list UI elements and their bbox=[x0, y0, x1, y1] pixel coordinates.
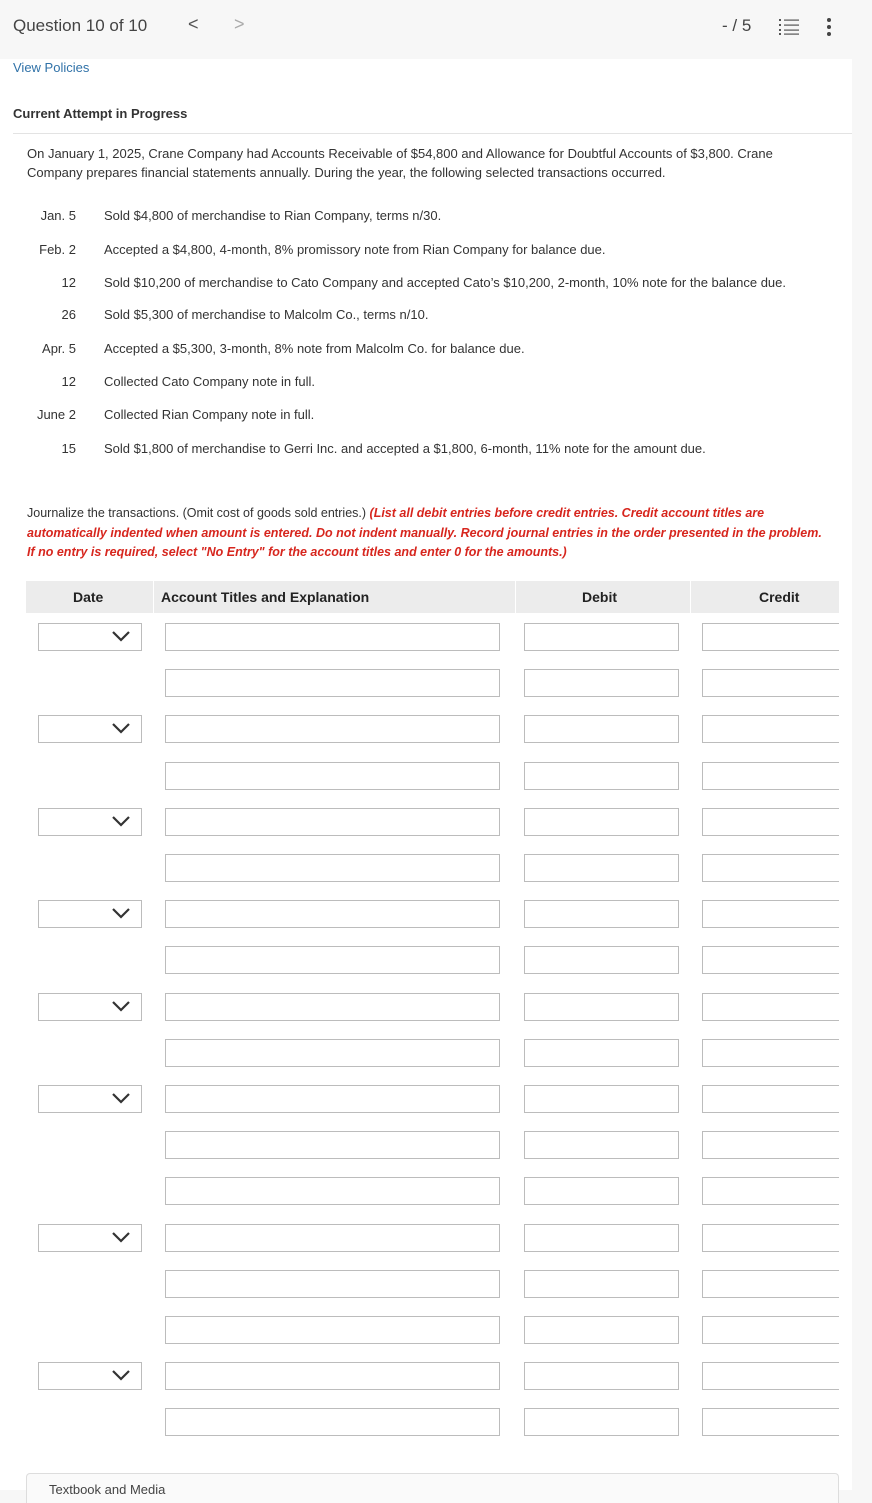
account-title-input[interactable] bbox=[165, 1039, 500, 1067]
debit-input[interactable] bbox=[524, 1039, 679, 1067]
chevron-down-icon bbox=[111, 1230, 131, 1244]
credit-input[interactable] bbox=[702, 1316, 839, 1344]
debit-input[interactable] bbox=[524, 1177, 679, 1205]
debit-input[interactable] bbox=[524, 1085, 679, 1113]
date-select[interactable] bbox=[38, 1085, 142, 1113]
credit-input[interactable] bbox=[702, 715, 839, 743]
transaction-description: Sold $4,800 of merchandise to Rian Company, terms n/30. bbox=[104, 208, 442, 223]
debit-input[interactable] bbox=[524, 762, 679, 790]
debit-input[interactable] bbox=[524, 854, 679, 882]
account-title-input[interactable] bbox=[165, 1408, 500, 1436]
transaction-date: 15 bbox=[61, 441, 76, 456]
credit-input[interactable] bbox=[702, 1362, 839, 1390]
account-title-input[interactable] bbox=[165, 1177, 500, 1205]
transaction-date: 12 bbox=[61, 374, 76, 389]
credit-input[interactable] bbox=[702, 1224, 839, 1252]
transaction-date: 12 bbox=[61, 275, 76, 290]
credit-input[interactable] bbox=[702, 762, 839, 790]
account-title-input[interactable] bbox=[165, 808, 500, 836]
account-column-header: Account Titles and Explanation bbox=[161, 589, 370, 605]
account-title-input[interactable] bbox=[165, 900, 500, 928]
textbook-media-label: Textbook and Media bbox=[49, 1482, 166, 1497]
column-divider bbox=[515, 581, 516, 613]
previous-question-button[interactable]: < bbox=[188, 14, 199, 34]
debit-column-header: Debit bbox=[582, 589, 617, 605]
date-select[interactable] bbox=[38, 623, 142, 651]
debit-input[interactable] bbox=[524, 1131, 679, 1159]
debit-input[interactable] bbox=[524, 715, 679, 743]
credit-input[interactable] bbox=[702, 1270, 839, 1298]
debit-input[interactable] bbox=[524, 669, 679, 697]
chevron-down-icon bbox=[111, 1091, 131, 1105]
chevron-down-icon bbox=[111, 814, 131, 828]
account-title-input[interactable] bbox=[165, 1224, 500, 1252]
credit-input[interactable] bbox=[702, 1408, 839, 1436]
credit-input[interactable] bbox=[702, 623, 839, 651]
account-title-input[interactable] bbox=[165, 854, 500, 882]
column-divider bbox=[690, 581, 691, 613]
instructions-emphasis: (List all debit entries before credit entries. Credit account titles are automatically indented when amount is entered. Do not indent manually. Record journal entries in the order presented in the problem. If no entry is required, select "No Entry" for the account titles and enter 0 for the amounts.) bbox=[27, 506, 822, 559]
debit-input[interactable] bbox=[524, 993, 679, 1021]
chevron-down-icon bbox=[111, 721, 131, 735]
textbook-media-panel[interactable] bbox=[26, 1473, 839, 1503]
credit-input[interactable] bbox=[702, 993, 839, 1021]
account-title-input[interactable] bbox=[165, 1131, 500, 1159]
debit-input[interactable] bbox=[524, 808, 679, 836]
instructions-text: Journalize the transactions. (Omit cost of goods sold entries.) bbox=[27, 506, 370, 520]
credit-input[interactable] bbox=[702, 1039, 839, 1067]
transaction-description: Sold $10,200 of merchandise to Cato Company and accepted Cato’s $10,200, 2-month, 10% note for the balance due. bbox=[104, 275, 786, 290]
debit-input[interactable] bbox=[524, 623, 679, 651]
transaction-description: Collected Cato Company note in full. bbox=[104, 374, 316, 389]
account-title-input[interactable] bbox=[165, 1316, 500, 1344]
transaction-date: Jan. 5 bbox=[40, 208, 76, 223]
view-policies-link[interactable]: View Policies bbox=[13, 60, 90, 75]
account-title-input[interactable] bbox=[165, 1085, 500, 1113]
column-divider bbox=[153, 581, 154, 613]
credit-input[interactable] bbox=[702, 808, 839, 836]
question-title: Question 10 of 10 bbox=[13, 16, 148, 35]
transaction-description: Accepted a $4,800, 4-month, 8% promissory note from Rian Company for balance due. bbox=[104, 242, 606, 257]
date-select[interactable] bbox=[38, 808, 142, 836]
chevron-down-icon bbox=[111, 629, 131, 643]
date-select[interactable] bbox=[38, 900, 142, 928]
debit-input[interactable] bbox=[524, 900, 679, 928]
debit-input[interactable] bbox=[524, 1408, 679, 1436]
score-display: - / 5 bbox=[722, 16, 752, 35]
transaction-date: 26 bbox=[61, 307, 76, 322]
debit-input[interactable] bbox=[524, 946, 679, 974]
debit-input[interactable] bbox=[524, 1316, 679, 1344]
instructions bbox=[27, 504, 827, 563]
transaction-date: June 2 bbox=[36, 407, 76, 422]
account-title-input[interactable] bbox=[165, 993, 500, 1021]
problem-intro: On January 1, 2025, Crane Company had Accounts Receivable of $54,800 and Allowance for Doubtful Accounts of $3,800. Crane Company prepares financial statements annually. During the year, the following selected transactions occurred. bbox=[27, 146, 773, 180]
transaction-description: Collected Rian Company note in full. bbox=[104, 407, 315, 422]
transaction-date: Apr. 5 bbox=[42, 341, 76, 356]
credit-column-header: Credit bbox=[759, 589, 800, 605]
transaction-description: Accepted a $5,300, 3-month, 8% note from Malcolm Co. for balance due. bbox=[104, 341, 525, 356]
attempt-status-heading: Current Attempt in Progress bbox=[13, 106, 188, 121]
date-select[interactable] bbox=[38, 1362, 142, 1390]
transaction-description: Sold $1,800 of merchandise to Gerri Inc. and accepted a $1,800, 6-month, 11% note for the amount due. bbox=[104, 441, 706, 456]
credit-input[interactable] bbox=[702, 1085, 839, 1113]
journal-table-header bbox=[26, 581, 839, 613]
top-bar bbox=[0, 0, 872, 56]
debit-input[interactable] bbox=[524, 1224, 679, 1252]
more-options-icon[interactable] bbox=[824, 16, 834, 38]
debit-input[interactable] bbox=[524, 1362, 679, 1390]
date-column-header: Date bbox=[73, 589, 104, 605]
debit-input[interactable] bbox=[524, 1270, 679, 1298]
transaction-date: Feb. 2 bbox=[39, 242, 76, 257]
chevron-down-icon bbox=[111, 906, 131, 920]
transaction-description: Sold $5,300 of merchandise to Malcolm Co., terms n/10. bbox=[104, 307, 429, 322]
next-question-button[interactable]: > bbox=[234, 14, 245, 34]
divider bbox=[13, 133, 852, 134]
account-title-input[interactable] bbox=[165, 1362, 500, 1390]
date-select[interactable] bbox=[38, 1224, 142, 1252]
question-list-icon[interactable] bbox=[779, 18, 799, 36]
account-title-input[interactable] bbox=[165, 946, 500, 974]
account-title-input[interactable] bbox=[165, 1270, 500, 1298]
date-select[interactable] bbox=[38, 993, 142, 1021]
account-title-input[interactable] bbox=[165, 715, 500, 743]
credit-input[interactable] bbox=[702, 900, 839, 928]
credit-input[interactable] bbox=[702, 1131, 839, 1159]
account-title-input[interactable] bbox=[165, 623, 500, 651]
credit-input[interactable] bbox=[702, 1177, 839, 1205]
credit-input[interactable] bbox=[702, 946, 839, 974]
account-title-input[interactable] bbox=[165, 762, 500, 790]
chevron-down-icon bbox=[111, 999, 131, 1013]
credit-input[interactable] bbox=[702, 854, 839, 882]
account-title-input[interactable] bbox=[165, 669, 500, 697]
chevron-down-icon bbox=[111, 1368, 131, 1382]
credit-input[interactable] bbox=[702, 669, 839, 697]
date-select[interactable] bbox=[38, 715, 142, 743]
